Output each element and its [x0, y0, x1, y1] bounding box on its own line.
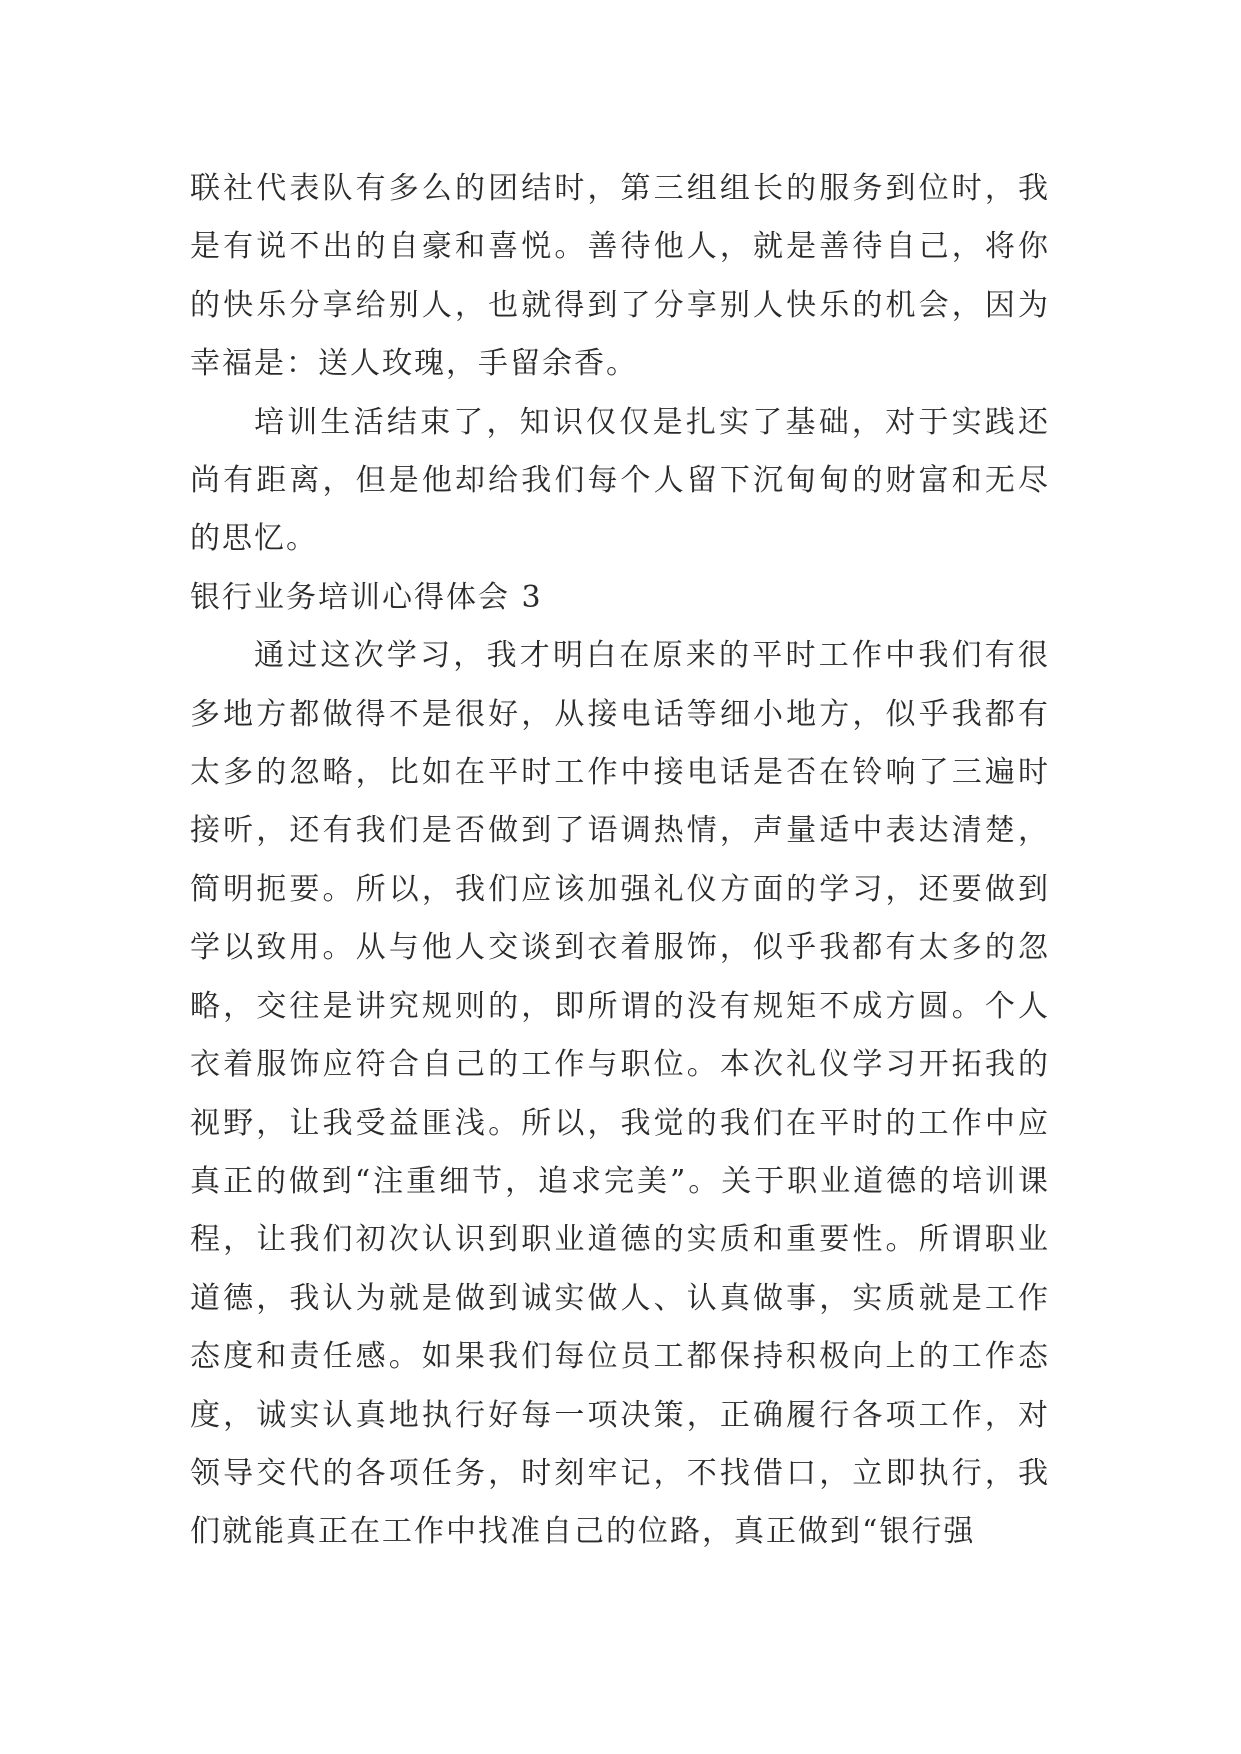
section-heading: 银行业务培训心得体会 3: [190, 579, 543, 615]
document-body: [190, 160, 1050, 1562]
paragraph-continuation: 联社代表队有多么的团结时，第三组组长的服务到位时，我是有说不出的自豪和喜悦。善待他人，就是善待自己，将你的快乐分享给别人，也就得到了分享别人快乐的机会，因为幸福是：送人玫瑰，手留余香。: [190, 171, 1050, 382]
paragraph-training-end: 培训生活结束了，知识仅仅是扎实了基础，对于实践还尚有距离，但是他却给我们每个人留下沉甸甸的财富和无尽的思忆。: [190, 404, 1050, 557]
paragraph-section-body: 通过这次学习，我才明白在原来的平时工作中我们有很多地方都做得不是很好，从接电话等细小地方，似乎我都有太多的忽略，比如在平时工作中接电话是否在铃响了三遍时接听，还有我们是否做到了语调热情，声量适中表达清楚，简明扼要。所以，我们应该加强礼仪方面的学习，还要做到学以致用。从与他人交谈到衣着服饰，似乎我都有太多的忽略，交往是讲究规则的，即所谓的没有规矩不成方圆。个人衣着服饰应符合自己的工作与职位。本次礼仪学习开拓我的视野，让我受益匪浅。所以，我觉的我们在平时的工作中应真正的做到“注重细节，追求完美”。关于职业道德的培训课程，让我们初次认识到职业道德的实质和重要性。所谓职业道德，我认为就是做到诚实做人、认真做事，实质就是工作态度和责任感。如果我们每位员工都保持积极向上的工作态度，诚实认真地执行好每一项决策，正确履行各项工作，对领导交代的各项任务，时刻牢记，不找借口，立即执行，我们就能真正在工作中找准自己的位路，真正做到“银行强: [190, 638, 1050, 1550]
